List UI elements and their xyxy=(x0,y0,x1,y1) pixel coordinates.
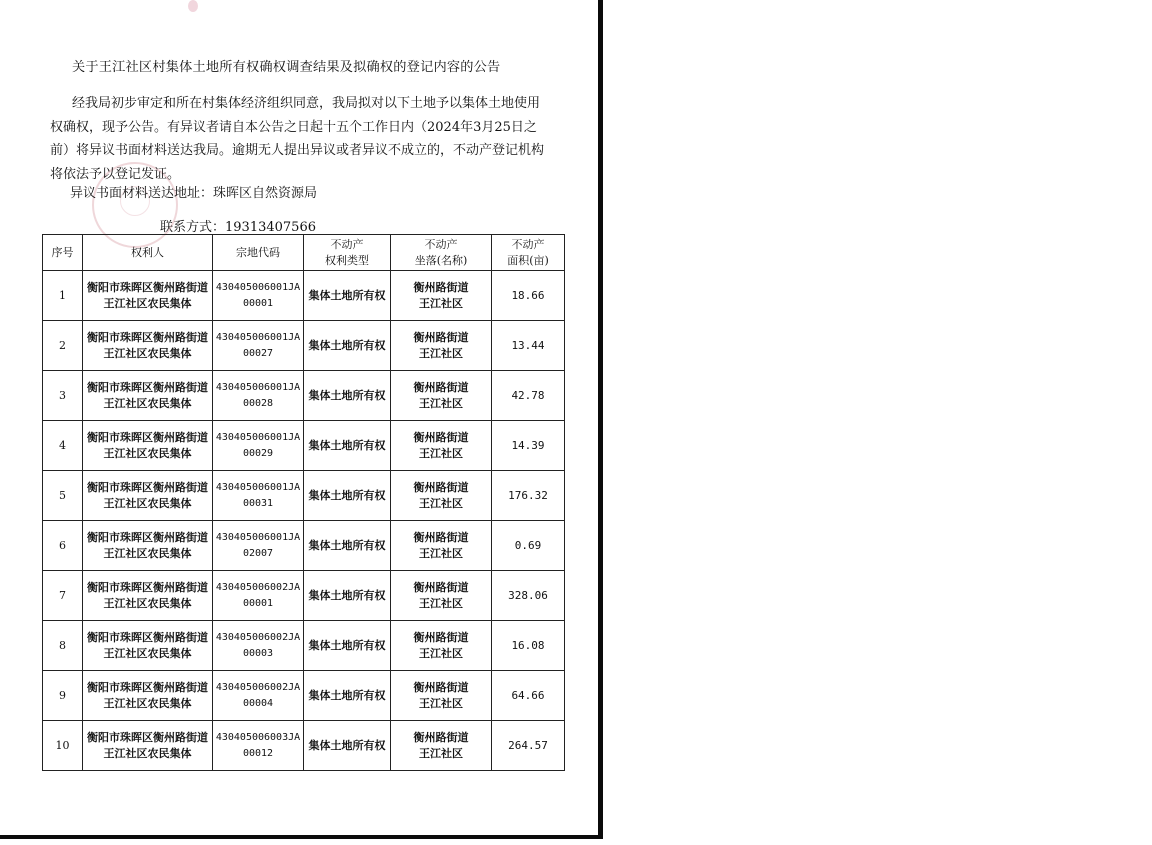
cell-holder: 衡阳市珠晖区衡州路街道王江社区农民集体 xyxy=(83,371,213,421)
cell-holder: 衡阳市珠晖区衡州路街道王江社区农民集体 xyxy=(83,571,213,621)
table-header-row xyxy=(43,235,565,271)
cell-parcel-code: 430405006001JA00028 xyxy=(213,371,304,421)
body-paragraph: 经我局初步审定和所在村集体经济组织同意，我局拟对以下土地予以集体土地使用权确权，现予公告。有异议者请自本公告之日起十五个工作日内（2024年3月25日之前）将异议书面材料送达我局。逾期无人提出异议或者异议不成立的，不动产登记机构将依法予以登记发证。 xyxy=(50,96,545,182)
cell-parcel-code: 430405006001JA00029 xyxy=(213,421,304,471)
cell-index: 9 xyxy=(43,671,83,721)
cell-holder: 衡阳市珠晖区衡州路街道王江社区农民集体 xyxy=(83,621,213,671)
header-location: 不动产 坐落(名称) xyxy=(391,235,492,271)
cell-area: 264.57 xyxy=(492,721,565,771)
cell-right-type: 集体土地所有权 xyxy=(304,671,391,721)
cell-right-type: 集体土地所有权 xyxy=(304,621,391,671)
cell-location: 衡州路街道 王江社区 xyxy=(391,521,492,571)
cell-index: 5 xyxy=(43,471,83,521)
cell-area: 18.66 xyxy=(492,271,565,321)
header-parcel-code: 宗地代码 xyxy=(213,235,304,271)
cell-area: 42.78 xyxy=(492,371,565,421)
announcement-body xyxy=(50,92,544,186)
cell-index: 2 xyxy=(43,321,83,371)
cell-parcel-code: 430405006002JA00001 xyxy=(213,571,304,621)
cell-holder: 衡阳市珠晖区衡州路街道王江社区农民集体 xyxy=(83,271,213,321)
table-row xyxy=(43,671,565,721)
cell-parcel-code: 430405006002JA00004 xyxy=(213,671,304,721)
cell-parcel-code: 430405006003JA00012 xyxy=(213,721,304,771)
table-row xyxy=(43,571,565,621)
cell-right-type: 集体土地所有权 xyxy=(304,521,391,571)
cell-holder: 衡阳市珠晖区衡州路街道王江社区农民集体 xyxy=(83,721,213,771)
cell-location: 衡州路街道 王江社区 xyxy=(391,371,492,421)
table-row xyxy=(43,621,565,671)
header-index: 序号 xyxy=(43,235,83,271)
land-rights-table xyxy=(42,234,565,771)
table-row xyxy=(43,271,565,321)
scan-edge-right xyxy=(598,0,603,838)
cell-parcel-code: 430405006001JA02007 xyxy=(213,521,304,571)
cell-index: 7 xyxy=(43,571,83,621)
header-holder: 权利人 xyxy=(83,235,213,271)
cell-index: 3 xyxy=(43,371,83,421)
cell-right-type: 集体土地所有权 xyxy=(304,321,391,371)
scan-edge-bottom xyxy=(0,835,603,839)
cell-right-type: 集体土地所有权 xyxy=(304,571,391,621)
table-row xyxy=(43,421,565,471)
cell-parcel-code: 430405006001JA00031 xyxy=(213,471,304,521)
cell-location: 衡州路街道 王江社区 xyxy=(391,421,492,471)
cell-location: 衡州路街道 王江社区 xyxy=(391,571,492,621)
cell-location: 衡州路街道 王江社区 xyxy=(391,471,492,521)
cell-right-type: 集体土地所有权 xyxy=(304,271,391,321)
table-body xyxy=(43,271,565,771)
cell-area: 176.32 xyxy=(492,471,565,521)
objection-address: 异议书面材料送达地址：珠晖区自然资源局 xyxy=(70,186,318,201)
table-row xyxy=(43,721,565,771)
contact-info: 联系方式：19313407566 xyxy=(160,220,316,235)
table-row xyxy=(43,521,565,571)
cell-location: 衡州路街道 王江社区 xyxy=(391,271,492,321)
cell-location: 衡州路街道 王江社区 xyxy=(391,621,492,671)
cell-holder: 衡阳市珠晖区衡州路街道王江社区农民集体 xyxy=(83,521,213,571)
cell-index: 6 xyxy=(43,521,83,571)
cell-parcel-code: 430405006001JA00027 xyxy=(213,321,304,371)
cell-holder: 衡阳市珠晖区衡州路街道王江社区农民集体 xyxy=(83,421,213,471)
cell-right-type: 集体土地所有权 xyxy=(304,471,391,521)
cell-area: 13.44 xyxy=(492,321,565,371)
cell-parcel-code: 430405006001JA00001 xyxy=(213,271,304,321)
cell-right-type: 集体土地所有权 xyxy=(304,721,391,771)
cell-right-type: 集体土地所有权 xyxy=(304,371,391,421)
cell-parcel-code: 430405006002JA00003 xyxy=(213,621,304,671)
cell-location: 衡州路街道 王江社区 xyxy=(391,321,492,371)
cell-index: 1 xyxy=(43,271,83,321)
cell-index: 4 xyxy=(43,421,83,471)
ink-smudge xyxy=(188,0,198,12)
cell-right-type: 集体土地所有权 xyxy=(304,421,391,471)
cell-area: 16.08 xyxy=(492,621,565,671)
cell-holder: 衡阳市珠晖区衡州路街道王江社区农民集体 xyxy=(83,471,213,521)
header-right-type: 不动产 权利类型 xyxy=(304,235,391,271)
cell-area: 64.66 xyxy=(492,671,565,721)
table-row xyxy=(43,321,565,371)
cell-area: 0.69 xyxy=(492,521,565,571)
cell-holder: 衡阳市珠晖区衡州路街道王江社区农民集体 xyxy=(83,321,213,371)
cell-holder: 衡阳市珠晖区衡州路街道王江社区农民集体 xyxy=(83,671,213,721)
cell-index: 8 xyxy=(43,621,83,671)
cell-location: 衡州路街道 王江社区 xyxy=(391,671,492,721)
table-row xyxy=(43,371,565,421)
cell-index: 10 xyxy=(43,721,83,771)
cell-area: 328.06 xyxy=(492,571,565,621)
cell-area: 14.39 xyxy=(492,421,565,471)
header-area: 不动产 面积(亩) xyxy=(492,235,565,271)
document-title: 关于王江社区村集体土地所有权确权调查结果及拟确权的登记内容的公告 xyxy=(72,60,501,75)
table-row xyxy=(43,471,565,521)
cell-location: 衡州路街道 王江社区 xyxy=(391,721,492,771)
